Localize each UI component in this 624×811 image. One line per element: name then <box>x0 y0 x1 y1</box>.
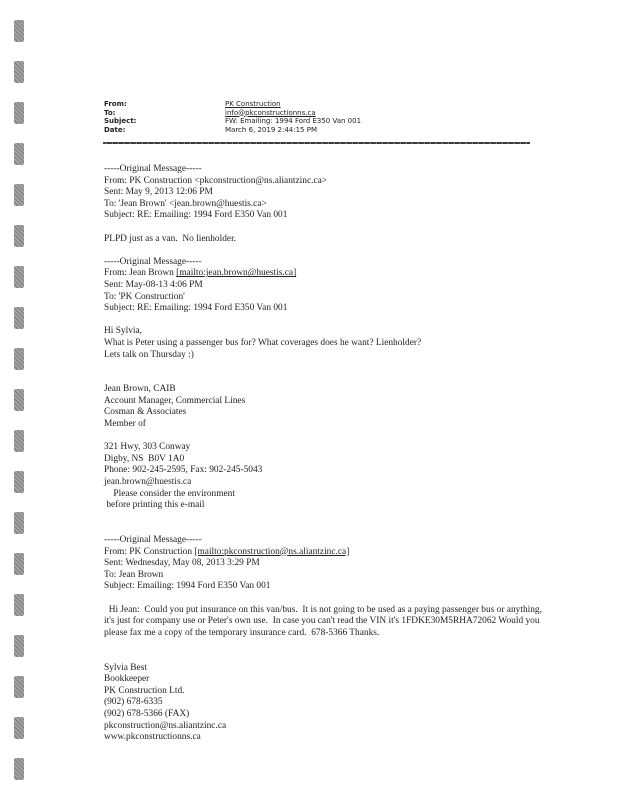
subject-value: FW: Emailing: 1994 Ford E350 Van 001 <box>225 117 362 125</box>
msg3-body-line1: Hi Jean: Could you put insurance on this van/bus. It is not going to be used as a paying passenger bus or anything, <box>104 604 542 615</box>
sig-email: pkconstruction@ns.aliantzinc.ca <box>104 720 227 731</box>
header-separator <box>103 142 530 144</box>
msg2-from <box>104 268 604 280</box>
binding-punch-mark <box>14 184 24 206</box>
sig-website: www.pkconstructionns.ca <box>104 732 201 743</box>
header-from-row <box>104 100 361 109</box>
msg3-subject: Subject: Emailing: 1994 Ford E350 Van 001 <box>104 581 271 592</box>
binding-punch-mark <box>14 471 24 493</box>
sig-env1: Please consider the environment <box>104 488 235 499</box>
msg3-sent: Sent: Wednesday, May 08, 2013 3:29 PM <box>104 558 260 569</box>
msg2-signature <box>104 384 604 512</box>
binding-strip <box>14 0 25 811</box>
msg2-sent: Sent: May-08-13 4:06 PM <box>104 279 203 290</box>
binding-punch-mark <box>14 389 24 411</box>
sig-address2: Digby, NS B0V 1A0 <box>104 453 185 464</box>
binding-punch-mark <box>14 348 24 370</box>
msg3-to: To: Jean Brown <box>104 569 164 580</box>
header-date-row <box>104 126 361 135</box>
sig-title: Account Manager, Commercial Lines <box>104 395 246 406</box>
msg3-from <box>104 547 604 559</box>
from-label: From: <box>104 100 127 108</box>
msg3-mailto-link[interactable]: [mailto:pkconstruction@ns.aliantzinc.ca] <box>194 546 350 557</box>
msg1-body: PLPD just as a van. No lienholder. <box>104 233 237 244</box>
sig-fax: (902) 678-5366 (FAX) <box>104 708 190 719</box>
msg1-to: To: 'Jean Brown' <jean.brown@huestis.ca> <box>104 198 267 209</box>
sig-company: PK Construction Ltd. <box>104 685 185 696</box>
message-2 <box>104 257 604 512</box>
header-subject-row <box>104 117 361 126</box>
binding-punch-mark <box>14 225 24 247</box>
message-1 <box>104 164 604 245</box>
binding-punch-mark <box>14 102 24 124</box>
date-label: Date: <box>104 125 126 134</box>
msg1-sent: Sent: May 9, 2013 12:06 PM <box>104 187 213 198</box>
msg2-line2: Lets talk on Thursday :) <box>104 349 194 360</box>
msg3-body-line3: please fax me a copy of the temporary insurance card. 678-5366 Thanks. <box>104 627 380 638</box>
binding-punch-mark <box>14 61 24 83</box>
sig-email: jean.brown@huestis.ca <box>104 477 192 488</box>
sig-name: Sylvia Best <box>104 662 147 673</box>
msg2-to: To: 'PK Construction' <box>104 291 185 302</box>
binding-punch-mark <box>14 20 24 42</box>
msg3-from-text: From: PK Construction <box>104 546 195 557</box>
email-body <box>104 164 604 744</box>
subject-label: Subject: <box>104 117 137 125</box>
original-message-marker: -----Original Message----- <box>104 256 202 267</box>
msg2-mailto-link[interactable]: [mailto:jean.brown@huestis.ca] <box>176 268 297 279</box>
message-3 <box>104 535 604 744</box>
msg3-body-line2: it's just for company use or Peter's own use. In case you can't read the VIN it's 1FDKE30M5RHA72062 Would you <box>104 616 540 627</box>
msg1-subject: Subject: RE: Emailing: 1994 Ford E350 Van 001 <box>104 210 288 221</box>
sig-member: Member of <box>104 419 146 430</box>
sig-title: Bookkeeper <box>104 674 150 685</box>
msg2-line1: What is Peter using a passenger bus for? What coverages does he want? Lienholder? <box>104 337 422 348</box>
binding-punch-mark <box>14 758 24 780</box>
sig-address1: 321 Hwy, 303 Conway <box>104 442 191 453</box>
msg2-greeting: Hi Sylvia, <box>104 326 143 337</box>
binding-punch-mark <box>14 635 24 657</box>
email-header <box>104 100 361 134</box>
sig-phone: Phone: 902-245-2595, Fax: 902-245-5043 <box>104 465 263 476</box>
to-label: To: <box>104 108 116 117</box>
sig-name: Jean Brown, CAIB <box>104 384 176 395</box>
binding-punch-mark <box>14 143 24 165</box>
binding-punch-mark <box>14 512 24 534</box>
binding-punch-mark <box>14 266 24 288</box>
date-value: March 6, 2019 2:44:15 PM <box>225 125 317 134</box>
binding-punch-mark <box>14 553 24 575</box>
from-link[interactable]: PK Construction <box>225 100 281 108</box>
original-message-marker: -----Original Message----- <box>104 164 202 174</box>
msg2-from-text: From: Jean Brown <box>104 268 177 279</box>
binding-punch-mark <box>14 307 24 329</box>
original-message-marker: -----Original Message----- <box>104 535 202 545</box>
sig-phone: (902) 678-6335 <box>104 697 163 708</box>
to-link[interactable]: info@pkconstructionns.ca <box>225 108 316 117</box>
sig-company: Cosman & Associates <box>104 407 187 418</box>
msg3-signature <box>104 663 604 744</box>
header-to-row <box>104 109 361 118</box>
msg1-from: From: PK Construction <pkconstruction@ns.aliantzinc.ca> <box>104 175 328 186</box>
sig-env2: before printing this e-mail <box>104 500 205 511</box>
binding-punch-mark <box>14 430 24 452</box>
binding-punch-mark <box>14 676 24 698</box>
binding-punch-mark <box>14 717 24 739</box>
msg2-subject: Subject: RE: Emailing: 1994 Ford E350 Van 001 <box>104 303 288 314</box>
binding-punch-mark <box>14 594 24 616</box>
